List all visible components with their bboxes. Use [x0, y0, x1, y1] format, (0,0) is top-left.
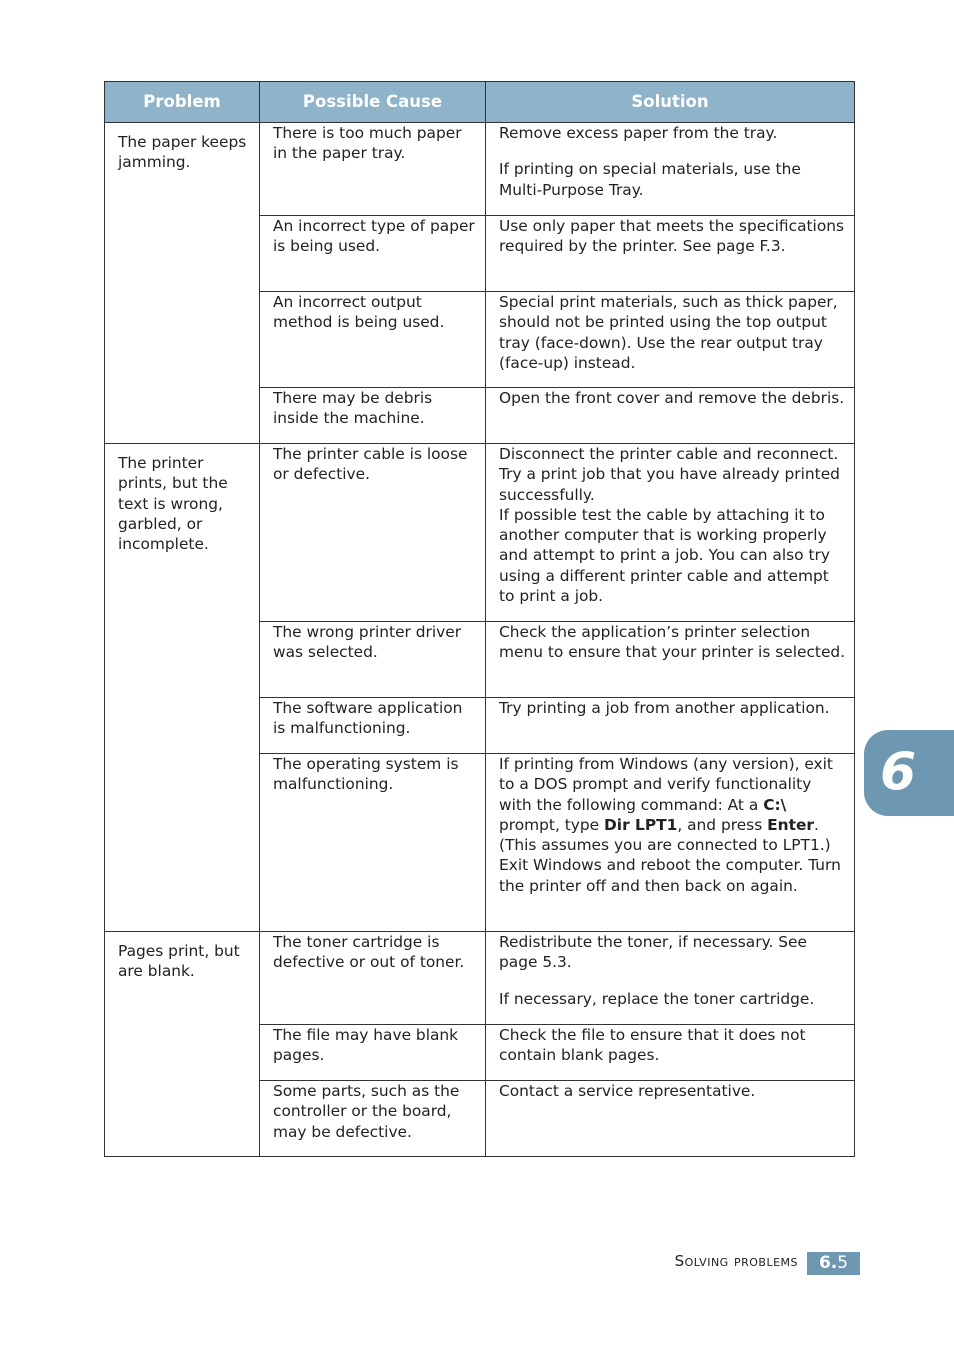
solution-text: Open the front cover and remove the debris. — [499, 389, 845, 407]
solution-text: Check the application’s printer selection menu to ensure that your printer is selected. — [499, 623, 846, 662]
solution-text-outro: . (This assumes you are connected to LPT1.) Exit Windows and reboot the computer. Turn the printer off and then back on again. — [499, 815, 841, 895]
footer-section-title — [675, 1252, 798, 1270]
solution-text: Contact a service representative. — [499, 1082, 756, 1100]
enter-key-text: Enter — [767, 815, 814, 834]
cause-cell: The operating system is malfunctioning. — [260, 754, 486, 932]
solution-text: Check the file to ensure that it does not contain blank pages. — [499, 1026, 806, 1065]
cause-cell: An incorrect type of paper is being used. — [260, 216, 486, 292]
table-row — [105, 444, 855, 622]
footer-title-text: Solving problems — [674, 1252, 798, 1270]
page-number-page: 5 — [837, 1253, 849, 1273]
solution-text — [499, 754, 848, 896]
cause-cell: The wrong printer driver was selected. — [260, 622, 486, 698]
page-number-chapter: 6. — [818, 1253, 838, 1273]
solution-text-part: prompt, type — [499, 815, 605, 834]
solution-cell — [486, 932, 855, 1025]
problem-cell: Pages print, but are blank. — [105, 932, 260, 1157]
solution-text: If printing on special materials, use the Multi-Purpose Tray. — [499, 160, 801, 199]
cause-cell: The file may have blank pages. — [260, 1025, 486, 1081]
solution-text: Disconnect the printer cable and reconnect. Try a print job that you have already printed successfully. — [499, 445, 840, 504]
solution-text: Special print materials, such as thick paper, should not be printed using the top output tray (face-down). Use the rear output tray (face-up) instead. — [499, 293, 838, 372]
solution-text: Try printing a job from another application. — [499, 699, 830, 717]
chapter-number: 6 — [880, 742, 917, 802]
solution-cell — [486, 216, 855, 292]
problem-cell: The paper keeps jamming. — [105, 123, 260, 444]
page-number — [807, 1252, 860, 1275]
troubleshooting-table — [104, 81, 855, 1157]
solution-text: Redistribute the toner, if necessary. See page 5.3. — [499, 933, 807, 972]
solution-cell — [486, 444, 855, 622]
chapter-tab — [864, 730, 954, 816]
cause-cell: An incorrect output method is being used. — [260, 292, 486, 388]
solution-text-part: , and press — [677, 815, 768, 834]
solution-text: Use only paper that meets the specifications required by the printer. See page F.3. — [499, 217, 845, 256]
header-solution: Solution — [486, 82, 855, 123]
solution-cell — [486, 292, 855, 388]
table-row — [105, 932, 855, 1025]
table-header-row — [105, 82, 855, 123]
cause-cell: There is too much paper in the paper tray. — [260, 123, 486, 216]
cause-cell: The printer cable is loose or defective. — [260, 444, 486, 622]
solution-cell — [486, 1081, 855, 1157]
solution-cell — [486, 698, 855, 754]
cause-cell: Some parts, such as the controller or the board, may be defective. — [260, 1081, 486, 1157]
solution-cell — [486, 123, 855, 216]
problem-cell: The printer prints, but the text is wrong, garbled, or incomplete. — [105, 444, 260, 932]
header-problem: Problem — [105, 82, 260, 123]
cause-cell: There may be debris inside the machine. — [260, 388, 486, 444]
solution-cell — [486, 754, 855, 932]
command-prompt-text: C:\ — [763, 795, 787, 814]
table-row — [105, 123, 855, 216]
solution-cell — [486, 1025, 855, 1081]
header-possible-cause: Possible Cause — [260, 82, 486, 123]
solution-text: If possible test the cable by attaching it to another computer that is working properly and attempt to print a job. You can also try using a different printer cable and attempt to print a job. — [499, 505, 830, 606]
solution-cell — [486, 622, 855, 698]
cause-cell: The toner cartridge is defective or out of toner. — [260, 932, 486, 1025]
cause-cell: The software application is malfunctioning. — [260, 698, 486, 754]
solution-text: If necessary, replace the toner cartridge. — [499, 989, 815, 1008]
solution-cell — [486, 388, 855, 444]
solution-text-intro: If printing from Windows (any version), exit to a DOS prompt and verify functionality with the following command: At a — [499, 755, 833, 814]
solution-text: Remove excess paper from the tray. — [499, 124, 778, 142]
command-text: Dir LPT1 — [604, 815, 678, 834]
